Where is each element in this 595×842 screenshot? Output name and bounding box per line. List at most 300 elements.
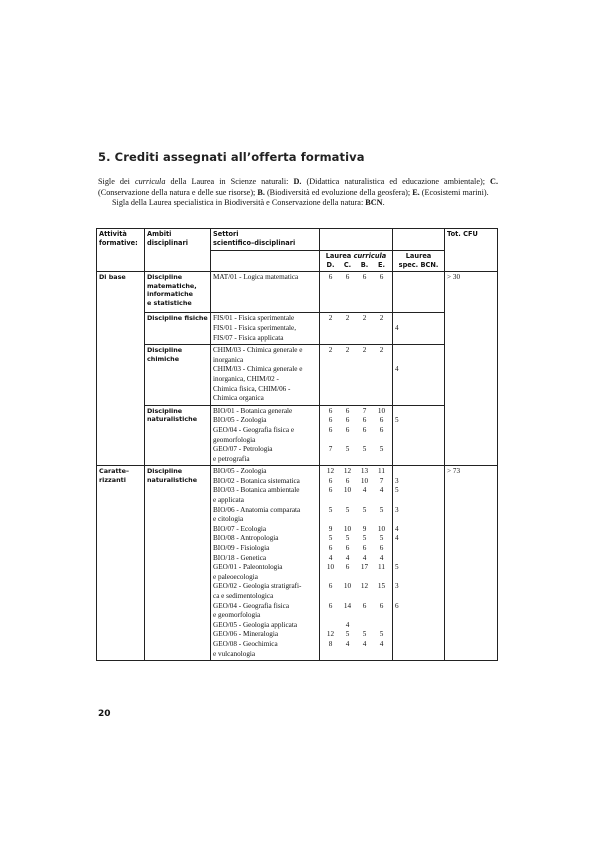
credit-value: 6 xyxy=(345,416,350,425)
settore-line: e vulcanologia xyxy=(213,649,256,658)
credit-values xyxy=(322,621,390,631)
header-empty-cell xyxy=(320,229,393,251)
credit-value: 10 xyxy=(343,524,352,533)
header-tot-cfu: Tot. CFU xyxy=(445,229,498,272)
credit-value: 10 xyxy=(377,524,386,533)
credit-value: 2 xyxy=(345,314,350,323)
credit-value: 10 xyxy=(343,582,352,591)
credit-value xyxy=(322,573,339,583)
credit-value xyxy=(373,324,390,334)
settori-cell xyxy=(211,405,320,466)
header-attivita-line: formative: xyxy=(99,239,138,247)
credit-value: 6 xyxy=(328,476,333,485)
credit-values xyxy=(322,650,390,660)
credit-value: 10 xyxy=(343,486,352,495)
tot-cfu-cell: > 30 xyxy=(445,272,498,466)
credit-value: 15 xyxy=(377,582,386,591)
settore-line: BIO/05 - Zoologia xyxy=(213,416,267,425)
bcn-value xyxy=(395,445,442,455)
settore-line: GEO/02 - Geologia stratigrafi- xyxy=(213,582,302,591)
credit-value xyxy=(322,592,339,602)
credit-values xyxy=(322,506,390,516)
header-curricula-text: curricula xyxy=(353,252,387,260)
credit-value: 10 xyxy=(360,476,369,485)
credit-values xyxy=(322,365,390,375)
activity-cell xyxy=(97,466,145,661)
credit-values xyxy=(322,515,390,525)
credit-value: 4 xyxy=(362,553,367,562)
credit-values xyxy=(322,640,390,650)
credit-value: 6 xyxy=(379,273,384,281)
credit-value: 6 xyxy=(345,476,350,485)
curriculum-code-b: B. xyxy=(257,187,265,197)
settore-line: FIS/01 - Fisica sperimentale xyxy=(213,314,295,323)
credit-value: 6 xyxy=(345,425,350,434)
credit-value xyxy=(356,573,373,583)
ambito-label: Discipline fisiche xyxy=(147,314,208,323)
bcn-value xyxy=(395,407,442,417)
settore-line: BIO/02 - Botanica sistematica xyxy=(213,476,300,485)
credit-value xyxy=(373,436,390,446)
credit-value xyxy=(356,515,373,525)
credit-values xyxy=(322,455,390,465)
ambito-label: e statistiche xyxy=(147,298,192,307)
header-settori-spacer xyxy=(211,251,320,272)
header-code-c: C. xyxy=(343,261,352,269)
curriculum-code-d: D. xyxy=(293,177,302,186)
table-row xyxy=(97,466,498,661)
credit-value xyxy=(356,455,373,465)
ambito-cell xyxy=(145,345,211,406)
credit-values xyxy=(322,525,390,535)
credit-value: 4 xyxy=(345,620,350,629)
ambito-label: Discipline xyxy=(147,406,183,415)
ambito-label: Discipline xyxy=(147,273,183,281)
intro-text-italic: curricula xyxy=(134,177,166,186)
credit-value: 6 xyxy=(328,425,333,434)
header-spec-line: spec. BCN. xyxy=(398,261,439,269)
credit-value: 6 xyxy=(345,544,350,553)
credit-value xyxy=(373,385,390,395)
credit-value: 2 xyxy=(328,314,333,323)
settore-line: GEO/08 - Geochimica xyxy=(213,639,278,648)
credit-value xyxy=(339,436,356,446)
credit-value: 6 xyxy=(328,544,333,553)
curricula-values-cell xyxy=(320,272,393,313)
bcn-value: 6 xyxy=(395,601,399,610)
credit-value xyxy=(339,356,356,366)
bcn-value xyxy=(395,544,442,554)
bcn-value-cell xyxy=(393,405,445,466)
credit-value xyxy=(373,573,390,583)
credit-values xyxy=(322,324,390,334)
credit-value: 4 xyxy=(379,553,384,562)
credit-value xyxy=(373,611,390,621)
settore-line: Chimica organica xyxy=(213,394,264,403)
header-ambiti-line: Ambiti xyxy=(147,230,172,238)
bcn-value xyxy=(395,592,442,602)
credit-value xyxy=(322,283,339,293)
credit-value xyxy=(356,283,373,293)
settori-cell xyxy=(211,313,320,345)
credit-value xyxy=(356,611,373,621)
credit-value xyxy=(373,496,390,506)
credit-values xyxy=(322,496,390,506)
credit-value xyxy=(356,324,373,334)
credits-table-body xyxy=(97,229,498,661)
credit-value xyxy=(322,515,339,525)
credit-value: 5 xyxy=(379,445,384,454)
credit-value: 13 xyxy=(360,467,369,476)
ambito-label: chimiche xyxy=(147,354,180,363)
credit-value: 5 xyxy=(362,534,367,543)
header-laurea-curricula xyxy=(320,251,393,272)
credit-value: 7 xyxy=(362,406,367,415)
credit-value xyxy=(356,365,373,375)
credit-value xyxy=(356,650,373,660)
credit-value xyxy=(356,334,373,344)
settore-line: e paleoecologia xyxy=(213,572,258,581)
intro-text-part: della Laurea in Scienze naturali: xyxy=(165,177,294,186)
credit-values xyxy=(322,356,390,366)
credit-value: 6 xyxy=(328,582,333,591)
settore-line: BIO/03 - Botanica ambientale xyxy=(213,486,300,495)
credit-values xyxy=(322,436,390,446)
credit-value: 6 xyxy=(379,601,384,610)
credit-values xyxy=(322,611,390,621)
bcn-value xyxy=(395,302,442,312)
credit-value: 2 xyxy=(362,346,367,355)
credit-value: 6 xyxy=(328,416,333,425)
credit-value: 6 xyxy=(379,416,384,425)
curricula-legend xyxy=(98,177,498,198)
settore-line: e citologia xyxy=(213,515,244,524)
credit-value xyxy=(322,455,339,465)
credit-value xyxy=(339,365,356,375)
settore-line: ca e sedimentologica xyxy=(213,592,274,600)
bcn-value xyxy=(395,640,442,650)
intro-text-part: Sigle dei xyxy=(98,177,135,186)
credit-values xyxy=(322,630,390,640)
credit-value: 9 xyxy=(328,524,333,533)
header-spec-line: Laurea xyxy=(405,252,432,260)
bcn-value xyxy=(395,356,442,366)
settore-line: GEO/07 - Petrologia xyxy=(213,445,273,454)
settore-line: GEO/01 - Paleontologia xyxy=(213,563,283,572)
credit-value xyxy=(356,592,373,602)
ambito-label: informatiche xyxy=(147,290,193,299)
bcn-value-cell xyxy=(393,272,445,313)
bcn-value xyxy=(395,630,442,640)
credit-value: 5 xyxy=(345,630,350,639)
table-row xyxy=(97,345,498,406)
bcn-value: 5 xyxy=(395,486,399,495)
section-heading: 5. Crediti assegnati all’offerta formativa xyxy=(98,150,365,164)
credit-value: 2 xyxy=(379,346,384,355)
bcn-value xyxy=(395,455,442,465)
settore-line: BIO/07 - Ecologia xyxy=(213,524,267,533)
credit-values xyxy=(322,416,390,426)
settore-line xyxy=(213,302,317,312)
intro-text-part: Sigla della Laurea specialistica in Biodiversità e Conservazione della natura: xyxy=(112,198,366,208)
bcn-value xyxy=(395,573,442,583)
settore-line: BIO/08 - Antropologia xyxy=(213,534,279,543)
credit-value xyxy=(322,292,339,302)
bcn-value xyxy=(395,436,442,446)
ambito-label: naturalistiche xyxy=(147,475,198,484)
credit-value xyxy=(339,375,356,385)
credits-table xyxy=(96,228,498,661)
bcn-value xyxy=(395,314,442,324)
credit-value: 5 xyxy=(362,630,367,639)
credit-value xyxy=(373,394,390,404)
credit-value: 5 xyxy=(345,505,350,514)
ambito-label: matematiche, xyxy=(147,281,197,290)
credit-value: 5 xyxy=(345,445,350,454)
credit-value xyxy=(322,436,339,446)
credit-values xyxy=(322,302,390,312)
credit-value: 6 xyxy=(362,273,367,281)
settore-line: geomorfologia xyxy=(213,435,256,444)
credit-value: 11 xyxy=(378,467,385,476)
credit-value xyxy=(373,334,390,344)
ambito-cell xyxy=(145,313,211,345)
credit-value: 5 xyxy=(379,505,384,514)
ambito-cell xyxy=(145,272,211,313)
settore-line: e geomorfologia xyxy=(213,611,261,620)
header-attivita xyxy=(97,229,145,272)
curricula-values-cell xyxy=(320,313,393,345)
credit-value xyxy=(356,394,373,404)
settore-line xyxy=(213,283,317,293)
credit-values xyxy=(322,314,390,324)
credit-value xyxy=(339,302,356,312)
credit-value: 5 xyxy=(362,505,367,514)
credit-value xyxy=(339,650,356,660)
bcn-value: 4 xyxy=(395,323,399,332)
bcn-value xyxy=(395,515,442,525)
curriculum-code-e: E. xyxy=(412,187,420,197)
bcn-value xyxy=(395,426,442,436)
credit-values xyxy=(322,283,390,293)
credit-value: 8 xyxy=(328,639,333,648)
curricula-values-cell xyxy=(320,345,393,406)
credit-value: 6 xyxy=(362,425,367,434)
settori-cell xyxy=(211,272,320,313)
ambito-label: Discipline xyxy=(147,346,183,355)
bcn-value xyxy=(395,375,442,385)
credit-value xyxy=(322,334,339,344)
settori-cell xyxy=(211,466,320,661)
credit-value xyxy=(322,302,339,312)
bcn-value xyxy=(395,385,442,395)
credit-value xyxy=(373,455,390,465)
credit-value: 2 xyxy=(328,346,333,355)
settori-cell xyxy=(211,345,320,406)
credit-value: 6 xyxy=(362,544,367,553)
credit-value: 17 xyxy=(360,563,369,572)
credit-values xyxy=(322,486,390,496)
header-attivita-line: Attività xyxy=(99,230,127,238)
credit-value: 6 xyxy=(328,601,333,610)
bcn-value xyxy=(395,621,442,631)
credit-value xyxy=(322,356,339,366)
bcn-value xyxy=(395,496,442,506)
credit-value: 14 xyxy=(343,601,352,610)
specialistica-code: BCN xyxy=(365,198,383,208)
bcn-value xyxy=(395,611,442,621)
intro-text xyxy=(98,177,498,209)
bcn-value xyxy=(395,346,442,356)
credit-value xyxy=(339,573,356,583)
credit-value: 4 xyxy=(328,553,333,562)
ambito-label: naturalistiche xyxy=(147,415,198,424)
credit-value xyxy=(339,385,356,395)
header-ambiti xyxy=(145,229,211,272)
bcn-value xyxy=(395,554,442,564)
credit-values xyxy=(322,467,390,477)
curriculum-desc-b: (Biodiversità ed evoluzione della geosfera); xyxy=(264,187,413,197)
activity-label: rizzanti xyxy=(99,475,126,484)
curricula-values-cell xyxy=(320,466,393,661)
settore-line: e applicata xyxy=(213,496,244,505)
bcn-value xyxy=(395,283,442,293)
header-row-1 xyxy=(97,229,498,251)
header-code-e: E. xyxy=(377,261,385,269)
settore-line: GEO/04 - Geografia fisica xyxy=(213,601,290,610)
credit-value: 7 xyxy=(328,445,333,454)
activity-label: Di base xyxy=(99,273,126,281)
credit-value: 6 xyxy=(362,416,367,425)
credit-value xyxy=(373,375,390,385)
settore-line: CHIM/03 - Chimica generale e xyxy=(213,346,303,355)
settore-line: GEO/06 - Mineralogia xyxy=(213,630,279,639)
credit-value: 2 xyxy=(362,314,367,323)
credit-value xyxy=(339,455,356,465)
header-laurea-spec xyxy=(393,251,445,272)
credit-value xyxy=(339,283,356,293)
credit-value xyxy=(339,592,356,602)
credit-value xyxy=(373,292,390,302)
credit-values xyxy=(322,477,390,487)
settore-line: e petrografia xyxy=(213,454,250,463)
credit-value xyxy=(322,394,339,404)
settore-line: BIO/01 - Botanica generale xyxy=(213,406,293,415)
header-laurea-title xyxy=(322,252,390,261)
header-settori-line: scientifico–disciplinari xyxy=(213,239,296,247)
settore-line: inorganica xyxy=(213,355,244,364)
credit-value xyxy=(356,375,373,385)
credit-value: 4 xyxy=(362,486,367,495)
settore-line: inorganica, CHIM/02 - xyxy=(213,374,279,383)
activity-label: Caratte– xyxy=(99,467,130,476)
settore-line: FIS/07 - Fisica applicata xyxy=(213,333,284,342)
credit-values xyxy=(322,602,390,612)
credit-value xyxy=(356,302,373,312)
credit-value: 11 xyxy=(378,563,385,572)
ambito-cell xyxy=(145,405,211,466)
table-row xyxy=(97,313,498,345)
credit-values xyxy=(322,573,390,583)
credit-values xyxy=(322,426,390,436)
credit-value xyxy=(356,385,373,395)
header-code-b: B. xyxy=(360,261,369,269)
bcn-value: 3 xyxy=(395,476,399,485)
curriculum-desc-c: (Conservazione della natura e delle sue risorse); xyxy=(98,187,258,197)
credit-values xyxy=(322,544,390,554)
credit-value xyxy=(356,436,373,446)
credit-value xyxy=(373,621,390,631)
credit-value xyxy=(322,611,339,621)
bcn-value: 3 xyxy=(395,582,399,591)
settore-line: BIO/06 - Anatomia comparata xyxy=(213,505,301,514)
credit-value: 10 xyxy=(326,563,335,572)
bcn-value-cell xyxy=(393,345,445,406)
credit-values xyxy=(322,407,390,417)
credit-values xyxy=(322,346,390,356)
bcn-value xyxy=(395,273,442,283)
credit-values xyxy=(322,582,390,592)
bcn-value-cell xyxy=(393,466,445,661)
settore-line: GEO/05 - Geologia applicata xyxy=(213,620,298,629)
credit-value xyxy=(373,283,390,293)
credit-value xyxy=(339,496,356,506)
settore-line: BIO/09 - Fisiologia xyxy=(213,544,270,553)
credit-value xyxy=(373,302,390,312)
credit-value: 6 xyxy=(328,406,333,415)
credit-value: 6 xyxy=(345,273,350,281)
credit-value: 6 xyxy=(362,601,367,610)
intro-text-part: . xyxy=(382,198,385,208)
header-settori-line: Settori xyxy=(213,230,239,238)
credit-value: 6 xyxy=(379,425,384,434)
tot-cfu-cell: > 73 xyxy=(445,466,498,661)
credit-value: 6 xyxy=(345,563,350,572)
credit-value xyxy=(356,621,373,631)
bcn-value: 4 xyxy=(395,365,399,374)
header-empty-cell xyxy=(393,229,445,251)
credit-value: 12 xyxy=(326,630,335,639)
bcn-value xyxy=(395,467,442,477)
credit-value xyxy=(322,365,339,375)
page-number: 20 xyxy=(98,709,111,719)
credit-values xyxy=(322,592,390,602)
credit-values xyxy=(322,534,390,544)
credit-value: 5 xyxy=(328,534,333,543)
credit-value xyxy=(356,356,373,366)
settore-line: FIS/01 - Fisica sperimentale, xyxy=(213,323,297,332)
ambito-label: Discipline xyxy=(147,467,183,476)
credit-value: 5 xyxy=(362,445,367,454)
credit-value: 4 xyxy=(379,486,384,495)
credit-values xyxy=(322,445,390,455)
credit-values xyxy=(322,292,390,302)
curricula-values-cell xyxy=(320,405,393,466)
credit-value: 5 xyxy=(379,534,384,543)
credit-values xyxy=(322,385,390,395)
bcn-value xyxy=(395,650,442,660)
credit-value xyxy=(373,592,390,602)
credit-value: 7 xyxy=(379,476,384,485)
settore-line: BIO/05 - Zoologia xyxy=(213,467,267,476)
credit-value xyxy=(322,324,339,334)
table-row xyxy=(97,272,498,313)
bcn-value: 4 xyxy=(395,534,399,543)
credit-value: 12 xyxy=(360,582,369,591)
credit-value xyxy=(339,394,356,404)
settore-line: MAT/01 - Logica matematica xyxy=(213,273,299,281)
credit-value: 2 xyxy=(345,346,350,355)
